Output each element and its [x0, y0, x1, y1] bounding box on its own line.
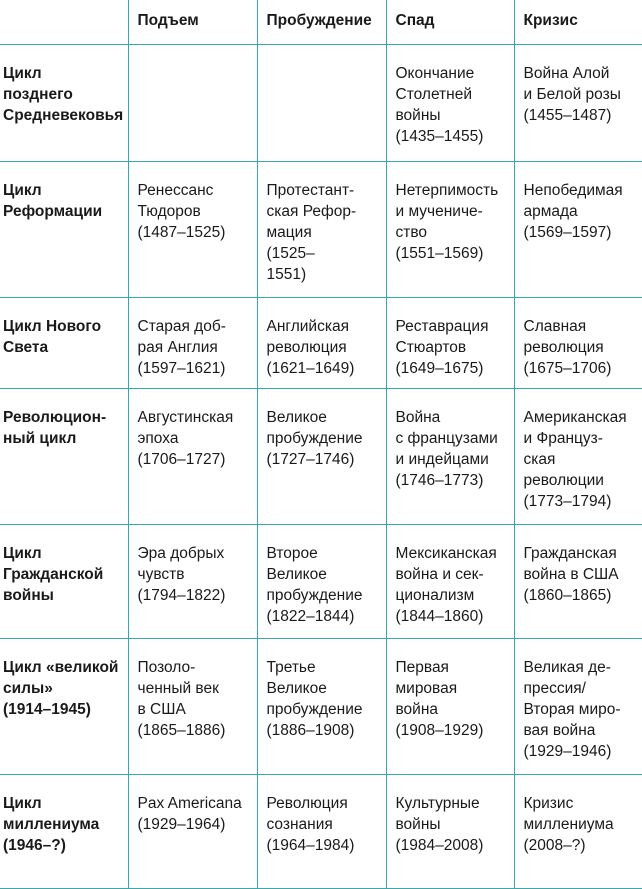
- table-row: [0, 45, 642, 162]
- table-cell: Позоло- ченный век в США (1865–1886): [128, 639, 257, 775]
- header-phase-awakening: Пробуждение: [257, 0, 386, 45]
- table-cell: Война с французами и индейцами (1746–1773): [386, 389, 514, 525]
- table-cell: Великое пробуждение (1727–1746): [257, 389, 386, 525]
- table-row: [0, 639, 642, 775]
- cycle-name: Цикл Реформации: [0, 162, 128, 298]
- table-cell: Третье Великое пробуждение (1886–1908): [257, 639, 386, 775]
- table-cell: Гражданская война в США (1860–1865): [514, 525, 642, 639]
- cycle-name: Цикл позднего Средневековья: [0, 45, 128, 162]
- table-cell: Окончание Столетней войны (1435–1455): [386, 45, 514, 162]
- cycle-name: Цикл миллениума (1946–?): [0, 775, 128, 889]
- table-row: [0, 298, 642, 389]
- table-cell: Кризис миллениума (2008–?): [514, 775, 642, 889]
- table-cell: Английская революция (1621–1649): [257, 298, 386, 389]
- cycle-name: Цикл Гражданской войны: [0, 525, 128, 639]
- table-cell: Великая де- прессия/ Вторая миро- вая война (1929–1946): [514, 639, 642, 775]
- table-cell: Революция сознания (1964–1984): [257, 775, 386, 889]
- table-cell: Pax Americana (1929–1964): [128, 775, 257, 889]
- table-cell: Эра добрых чувств (1794–1822): [128, 525, 257, 639]
- header-phase-unraveling: Спад: [386, 0, 514, 45]
- header-phase-rise: Подъем: [128, 0, 257, 45]
- table-row: [0, 389, 642, 525]
- header-corner: [0, 0, 128, 45]
- cycle-name: Цикл «великой силы» (1914–1945): [0, 639, 128, 775]
- cycle-name: Цикл Нового Света: [0, 298, 128, 389]
- table-cell: Второе Великое пробуждение (1822–1844): [257, 525, 386, 639]
- header-phase-crisis: Кризис: [514, 0, 642, 45]
- table-cell: Война Алой и Белой розы (1455–1487): [514, 45, 642, 162]
- table-cell: Культурные войны (1984–2008): [386, 775, 514, 889]
- table-row: [0, 525, 642, 639]
- table-cell: Августинская эпоха (1706–1727): [128, 389, 257, 525]
- table-cell: Реставрация Стюартов (1649–1675): [386, 298, 514, 389]
- table-cell: Непобедимая армада (1569–1597): [514, 162, 642, 298]
- table-cell: [257, 45, 386, 162]
- cycle-name: Революцион- ный цикл: [0, 389, 128, 525]
- table-cell: Мексиканская война и сек- ционализм (1844–1860): [386, 525, 514, 639]
- header-row: [0, 0, 642, 45]
- table-cell: Протестант- ская Рефор- мация (1525– 1551): [257, 162, 386, 298]
- table-cell: Ренессанс Тюдоров (1487–1525): [128, 162, 257, 298]
- table-cell: Первая мировая война (1908–1929): [386, 639, 514, 775]
- table-cell: Американская и Француз- ская революции (1773–1794): [514, 389, 642, 525]
- table-cell: Славная революция (1675–1706): [514, 298, 642, 389]
- table-row: [0, 775, 642, 889]
- table-cell: [128, 45, 257, 162]
- table-cell: Нетерпимость и мучениче- ство (1551–1569): [386, 162, 514, 298]
- table-cell: Старая доб- рая Англия (1597–1621): [128, 298, 257, 389]
- table-row: [0, 162, 642, 298]
